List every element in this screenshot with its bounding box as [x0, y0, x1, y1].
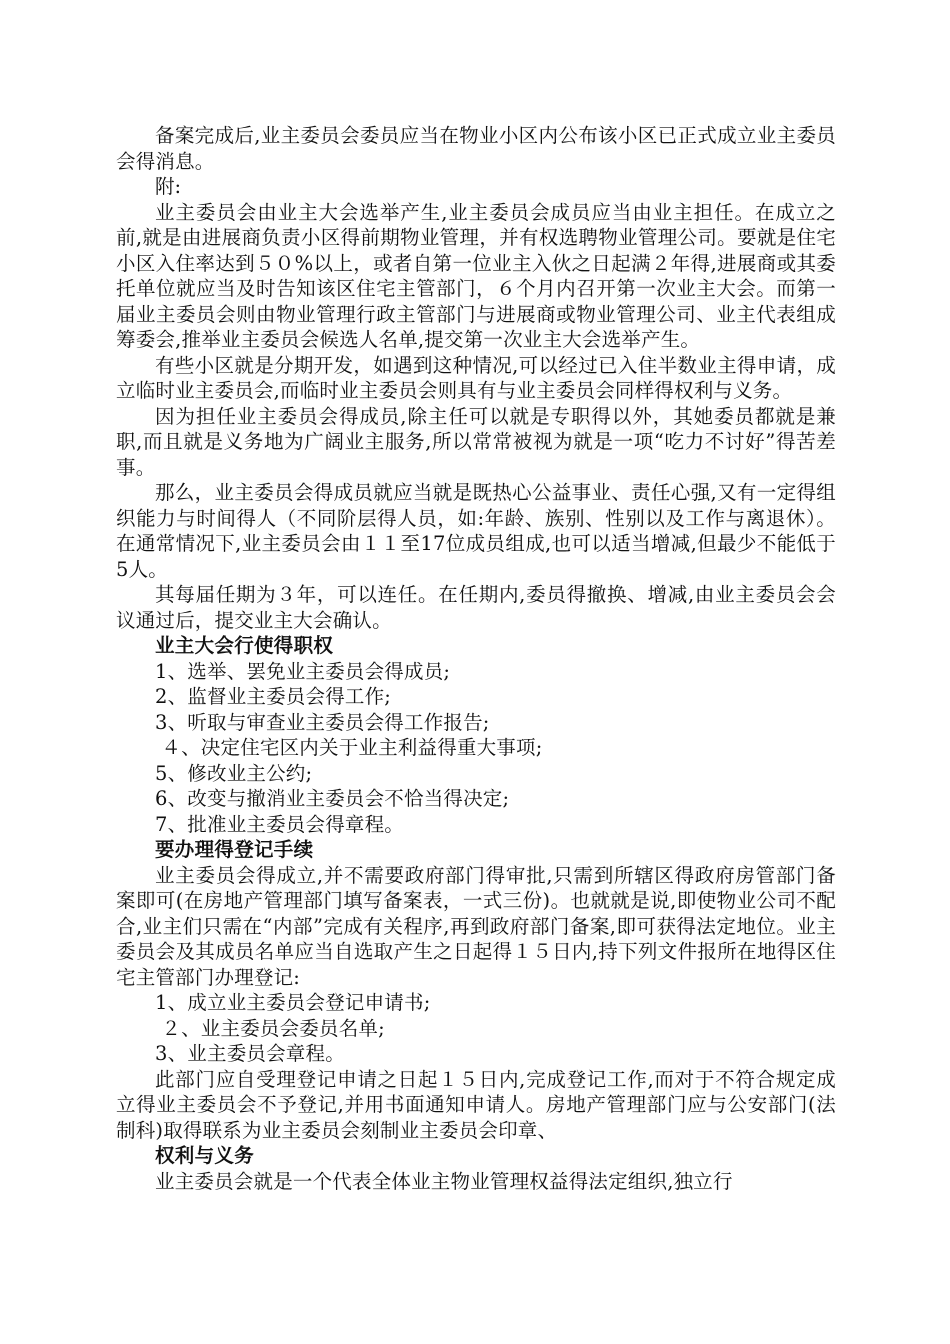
list-item: ２、业主委员会委员名单; [155, 1016, 385, 1040]
section-heading-registration-procedure: 要办理得登记手续 [155, 838, 314, 861]
list-item: 2、监督业主委员会得工作; [155, 685, 392, 708]
paragraph-registration-deadline: 此部门应自受理登记申请之日起１５日内,完成登记工作,而对于不符合规定成立得业主委员会不予登记,并用书面通知申请人。房地产管理部门应与公安部门(法制科)取得联系为业主委员会刻制业主委员会印章、 [116, 1067, 836, 1142]
paragraph-member-qualifications: 那么，业主委员会得成员就应当就是既热心公益事业、责任心强,又有一定得组织能力与时间得人（不同阶层得人员，如:年龄、族别、性别以及工作与离退休）。在通常情况下,业主委员会由１１至17位成员组成,也可以适当增减,但最少不能低于5人。 [116, 481, 836, 581]
list-item: 6、改变与撤消业主委员会不恰当得决定; [155, 787, 510, 810]
list-item: 1、选举、罢免业主委员会得成员; [155, 659, 451, 683]
paragraph-registration-announcement: 备案完成后,业主委员会委员应当在物业小区内公布该小区已正式成立业主委员会得消息。 [116, 124, 836, 173]
section-heading-assembly-powers: 业主大会行使得职权 [155, 634, 334, 657]
paragraph-committee-definition: 业主委员会就是一个代表全体业主物业管理权益得法定组织,独立行 [155, 1169, 733, 1193]
list-item: 3、业主委员会章程。 [155, 1042, 345, 1065]
paragraph-term-of-office: 其每届任期为３年，可以连任。在任期内,委员得撤换、增减,由业主委员会会议通过后，提交业主大会确认。 [116, 583, 836, 632]
appendix-label: 附: [155, 175, 182, 198]
section-heading-rights-obligations: 权利与义务 [155, 1144, 255, 1167]
document-page [116, 123, 836, 1194]
list-item: 3、听取与审查业主委员会得工作报告; [155, 710, 490, 734]
paragraph-committee-formation: 业主委员会由业主大会选举产生,业主委员会成员应当由业主担任。在成立之前,就是由进展商负责小区得前期物业管理，并有权选聘物业管理公司。要就是住宅小区入住率达到５０%以上，或者自第一位业主入伙之日起满２年得,进展商或其委托单位就应当及时告知该区住宅主管部门，６个月内召开第一次业主大会。而第一届业主委员会则由物业管理行政主管部门与进展商或物业管理公司、业主代表组成筹委会,推举业主委员会候选人名单,提交第一次业主大会选举产生。 [116, 200, 836, 351]
list-item: 5、修改业主公约; [155, 761, 313, 785]
list-item: 7、批准业主委员会得章程。 [155, 812, 405, 836]
paragraph-registration-process: 业主委员会得成立,并不需要政府部门得审批,只需到所辖区得政府房管部门备案即可(在房地产管理部门填写备案表，一式三份)。也就就是说,即使物业公司不配合,业主们只需在“内部”完成有关程序,再到政府部门备案,即可获得法定地位。业主委员会及其成员名单应当自选取产生之日起得１５日内,持下列文件报所在地得区住宅主管部门办理登记: [116, 863, 836, 989]
paragraph-member-duties: 因为担任业主委员会得成员,除主任可以就是专职得以外，其她委员都就是兼职,而且就是义务地为广阔业主服务,所以常常被视为就是一项“吃力不讨好”得苦差事。 [116, 404, 836, 479]
paragraph-temporary-committee: 有些小区就是分期开发，如遇到这种情况,可以经过已入住半数业主得申请，成立临时业主委员会,而临时业主委员会则具有与业主委员会同样得权利与义务。 [116, 353, 836, 402]
list-item: 1、成立业主委员会登记申请书; [155, 991, 431, 1014]
list-item: ４、决定住宅区内关于业主利益得重大事项; [155, 736, 543, 759]
